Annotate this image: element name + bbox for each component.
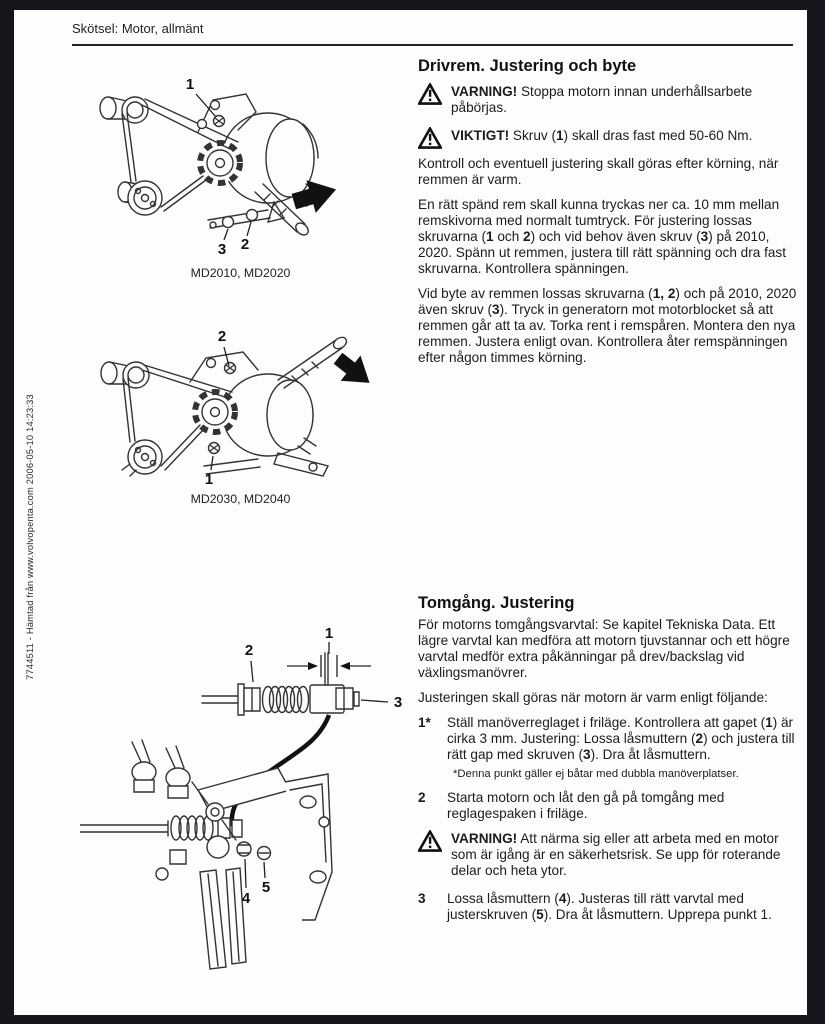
figure-label: 1	[324, 625, 334, 642]
section-drivrem	[418, 57, 798, 375]
locknut-and-screw	[237, 842, 271, 860]
list-item-text: Starta motorn och låt den gå på tomgång med reglagespaken i friläge.	[447, 790, 725, 821]
fan-gear	[200, 143, 240, 183]
section-tomgang	[418, 594, 798, 932]
paragraph: Kontroll och eventuell justering skall göras efter körning, när remmen är varm.	[418, 156, 779, 187]
warning-block	[418, 84, 798, 116]
pulley-top	[100, 97, 148, 123]
warning-triangle-icon	[418, 830, 442, 852]
label-3-leader	[224, 229, 228, 240]
warning-triangle-icon	[418, 127, 442, 149]
paragraph: Vid byte av remmen lossas skruvarna (1, 2) och på 2010, 2020 även skruv (3). Tryck in generatorn mot motorblocket så att remmen går att ta av. Torka rent i remspåren. Montera den nya remmen. Justera enligt ovan. Kontrollera åter remspänningen efter någon timmes körning.	[418, 286, 797, 365]
label-1-leader	[211, 456, 213, 470]
list-item-number: 1*	[418, 715, 431, 730]
figure-caption: MD2030, MD2040	[190, 492, 291, 506]
figure-belt-md2030	[78, 318, 403, 506]
pulley-bottom	[122, 440, 162, 476]
label-3-leader	[361, 700, 388, 702]
page-margin-bottom	[0, 1015, 825, 1024]
figure-label: 2	[244, 642, 254, 659]
figure-label: 1	[185, 76, 195, 93]
belt-illustration-md2010-icon	[78, 72, 403, 260]
watermark-text: 7744511 - Hämtad från www.volvopenta.com 2006-05-10 14:23:33	[25, 394, 35, 680]
page-margin-left	[0, 0, 14, 1024]
label-4-leader	[245, 859, 246, 888]
figure-label: 5	[261, 879, 271, 896]
label-2-leader	[247, 222, 251, 236]
fan-gear	[195, 392, 235, 432]
page-header: Skötsel: Motor, allmänt	[72, 21, 204, 36]
list-item	[418, 790, 798, 822]
page-margin-right	[807, 0, 825, 1024]
list-item-text: Lossa låsmuttern (4). Justeras till rätt varvtal med justerskruven (5). Dra åt låsmuttern. Upprepa punkt 1.	[447, 891, 772, 922]
figure-label: 3	[217, 241, 227, 258]
list-item-number: 3	[418, 891, 426, 906]
warning-triangle-icon	[418, 83, 442, 105]
figure-label: 4	[241, 890, 251, 907]
injection-pump	[80, 740, 332, 969]
belt-illustration-md2030-icon	[78, 318, 403, 486]
alternator-body	[223, 374, 328, 476]
warning-block	[418, 831, 798, 879]
label-5-leader	[264, 862, 265, 878]
header-divider	[72, 44, 793, 46]
warning-text: VARNING! Att närma sig eller att arbeta med en motor som är igång är en säkerhetsrisk. Se upp för roterande delar och heta ytor.	[451, 831, 781, 878]
paragraph: Justeringen skall göras när motorn är varm enligt följande:	[418, 690, 768, 705]
list-item-number: 2	[418, 790, 426, 805]
figure-belt-md2010	[78, 72, 403, 280]
adjust-arm	[208, 210, 270, 229]
paragraph: En rätt spänd rem skall kunna tryckas ner ca. 10 mm mellan remskivorna med normalt tumtryck. För justering lossas skruvarna (1 och 2) och vid behov även skruv (3) på 2010, 2020. Spänn ut remmen, justera till rätt spänning och dra fast skruvarna. Kontrollera spänningen.	[418, 197, 786, 276]
label-2-leader	[251, 661, 253, 682]
pulley-top	[101, 362, 149, 388]
footnote: *Denna punkt gäller ej båtar med dubbla manöverplatser.	[453, 768, 739, 780]
list-item	[418, 715, 798, 781]
section-title: Drivrem. Justering och byte	[418, 57, 637, 75]
gap-measurement	[287, 642, 371, 677]
figure-label: 1	[204, 471, 214, 486]
important-block	[418, 128, 798, 144]
paragraph: För motorns tomgångsvarvtal: Se kapitel Tekniska Data. Ett lägre varvtal kan medföra att motorn tjuvstannar och ett högre varvtal medför extra påkänningar på drev/backslag vid växlingsmanövrer.	[418, 617, 790, 680]
direction-arrow-icon	[328, 346, 379, 396]
figure-label: 2	[240, 236, 250, 253]
idle-adjustment-illustration-icon	[80, 622, 410, 982]
cable-adjuster	[202, 653, 359, 715]
warning-text: VARNING! Stoppa motorn innan underhållsarbete påbörjas.	[451, 84, 753, 115]
figure-caption: MD2010, MD2020	[190, 266, 291, 280]
figure-idle-adjustment	[80, 622, 410, 982]
figure-label: 2	[217, 328, 227, 345]
list-item-text: Ställ manöverreglaget i friläge. Kontrollera att gapet (1) är cirka 3 mm. Justering: Lossa låsmuttern (2) och justera till rätt gap med skruven (3). Dra åt låsmuttern.	[447, 715, 795, 762]
section-title: Tomgång. Justering	[418, 594, 575, 612]
important-text: VIKTIGT! Skruv (1) skall dras fast med 50-60 Nm.	[451, 128, 753, 143]
pulley-bottom	[118, 181, 162, 215]
list-item	[418, 891, 798, 923]
figure-label: 3	[393, 694, 403, 711]
page-margin-top	[0, 0, 825, 10]
